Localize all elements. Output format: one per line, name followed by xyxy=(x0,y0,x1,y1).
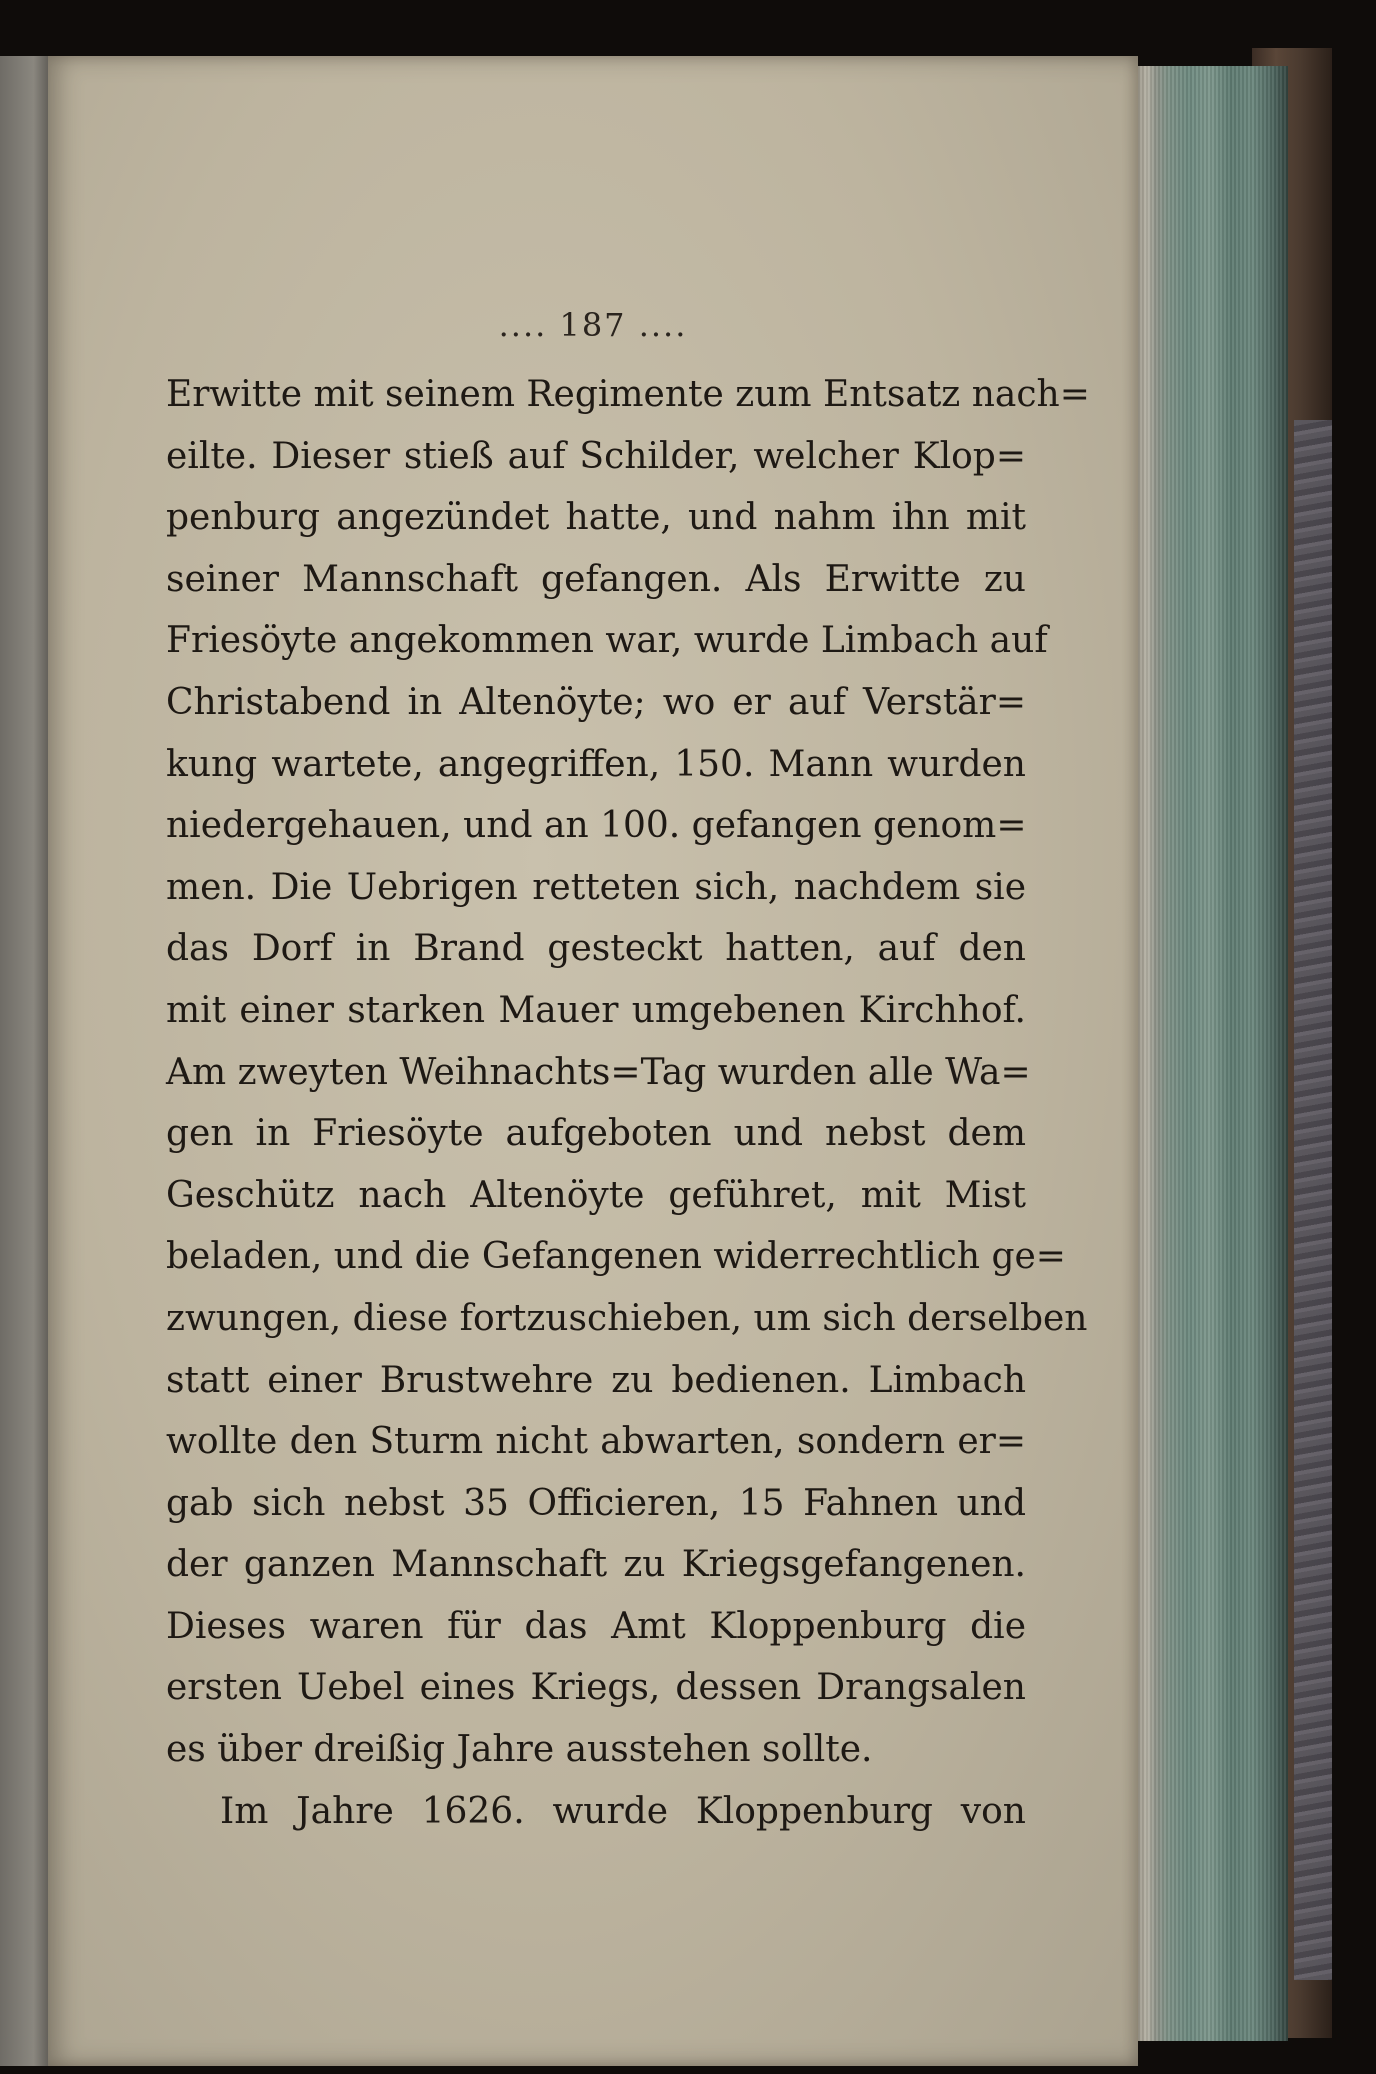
page-number-header: .... 187 .... xyxy=(498,306,688,344)
text-line: seiner Mannschaft gefangen. Als Erwitte zu xyxy=(166,558,1026,600)
text-line: Christabend in Altenöyte; wo er auf Verstär= xyxy=(166,681,1026,723)
text-line: Am zweyten Weihnachts=Tag wurden alle Wa= xyxy=(166,1051,1031,1093)
text-line: Dieses waren für das Amt Kloppenburg die xyxy=(166,1605,1026,1647)
text-line: Friesöyte angekommen war, wurde Limbach auf xyxy=(166,620,1048,662)
text-line: eilte. Dieser stieß auf Schilder, welcher Klop= xyxy=(166,435,1026,477)
text-line: ersten Uebel eines Kriegs, dessen Drangsalen xyxy=(166,1667,1026,1709)
text-line: es über dreißig Jahre ausstehen sollte. xyxy=(166,1729,873,1771)
text-line: men. Die Uebrigen retteten sich, nachdem sie xyxy=(166,866,1026,908)
text-line: zwungen, diese fortzuschieben, um sich derselben xyxy=(166,1297,1088,1339)
text-line: der ganzen Mannschaft zu Kriegsgefangenen. xyxy=(166,1544,1026,1586)
text-line: kung wartete, angegriffen, 150. Mann wurden xyxy=(166,743,1026,785)
page-edges xyxy=(1138,66,1288,2041)
text-line: Geschütz nach Altenöyte geführet, mit Mist xyxy=(166,1174,1026,1216)
text-line: wollte den Sturm nicht abwarten, sondern er= xyxy=(166,1421,1026,1463)
text-line: niedergehauen, und an 100. gefangen genom= xyxy=(166,805,1027,847)
text-line: statt einer Brustwehre zu bedienen. Limbach xyxy=(166,1359,1026,1401)
body-text xyxy=(166,364,1090,1842)
text-line: gen in Friesöyte aufgeboten und nebst dem xyxy=(166,1113,1026,1155)
text-line: mit einer starken Mauer umgebenen Kirchhof. xyxy=(166,989,1026,1031)
text-line: Erwitte mit seinem Regimente zum Entsatz nach= xyxy=(166,374,1090,415)
text-line: beladen, und die Gefangenen widerrechtlich ge= xyxy=(166,1236,1066,1278)
text-line: das Dorf in Brand gesteckt hatten, auf den xyxy=(166,928,1026,970)
text-line-paragraph-start: Im Jahre 1626. wurde Kloppenburg von xyxy=(220,1790,1026,1832)
book-page xyxy=(48,56,1138,2066)
text-line: gab sich nebst 35 Officieren, 15 Fahnen und xyxy=(166,1482,1026,1524)
cover-cloth xyxy=(1294,420,1332,1980)
text-line: penburg angezündet hatte, und nahm ihn mit xyxy=(166,497,1026,539)
